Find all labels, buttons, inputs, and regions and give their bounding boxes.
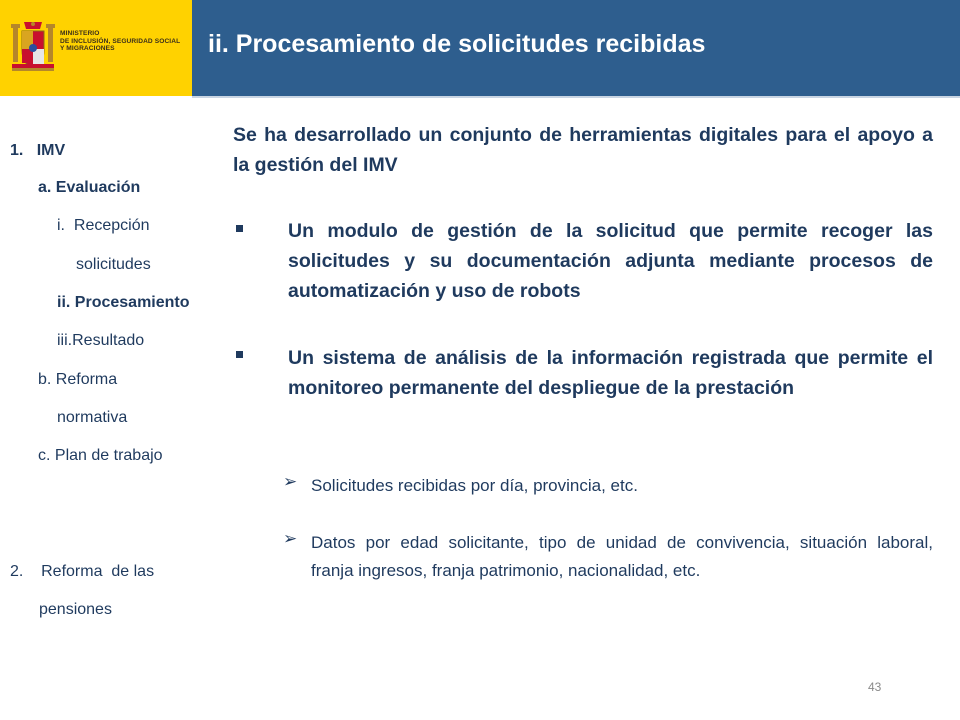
square-bullet-icon	[236, 351, 243, 358]
sidebar-item-recepcion: i. Recepción	[57, 217, 150, 234]
sidebar-item-reforma-normativa: b. Reforma	[38, 371, 118, 388]
square-bullet-icon	[236, 225, 243, 232]
bullet-sistema-analisis: Un sistema de análisis de la información registrada que permite el monitoreo permanente del despliegue de la prestación	[288, 347, 933, 399]
subbullet-solicitudes-recibidas: Solicitudes recibidas por día, provincia, etc.	[311, 476, 638, 495]
page-number: 43	[868, 680, 882, 694]
sidebar-item-imv: 1. IMV	[10, 142, 66, 159]
spain-coat-of-arms-icon	[10, 20, 56, 74]
sidebar-item-resultado: iii.Resultado	[57, 332, 145, 349]
intro-paragraph: Se ha desarrollado un conjunto de herramientas digitales para el apoyo a la gestión del IMV	[233, 124, 933, 176]
sidebar-item-recepcion-cont: solicitudes	[76, 256, 151, 273]
sidebar-item-procesamiento: ii. Procesamiento	[57, 294, 190, 311]
sidebar-item-pensiones-cont: pensiones	[39, 601, 112, 618]
slide-title: ii. Procesamiento de solicitudes recibidas	[208, 30, 706, 58]
bullet-gestion-solicitud: Un modulo de gestión de la solicitud que permite recoger las solicitudes y su documentación adjunta mediante procesos de automatización y uso de robots	[288, 220, 933, 302]
ministry-logo-area	[0, 0, 192, 96]
sidebar-item-reforma-normativa-cont: normativa	[57, 409, 128, 426]
sidebar-item-plan-trabajo: c. Plan de trabajo	[38, 447, 163, 464]
arrow-bullet-icon: ➢	[283, 529, 298, 548]
slide-header	[192, 0, 960, 96]
ministry-name: MINISTERIO DE INCLUSIÓN, SEGURIDAD SOCIAL Y MIGRACIONES	[60, 30, 181, 53]
header-divider	[192, 96, 960, 98]
sidebar-item-pensiones: 2. Reforma de las	[10, 563, 155, 580]
arrow-bullet-icon: ➢	[283, 472, 298, 491]
subbullet-datos-edad: Datos por edad solicitante, tipo de unidad de convivencia, situación laboral, franja ingresos, franja patrimonio, nacionalidad, etc.	[311, 533, 948, 580]
sidebar-item-evaluacion: a. Evaluación	[38, 179, 141, 196]
